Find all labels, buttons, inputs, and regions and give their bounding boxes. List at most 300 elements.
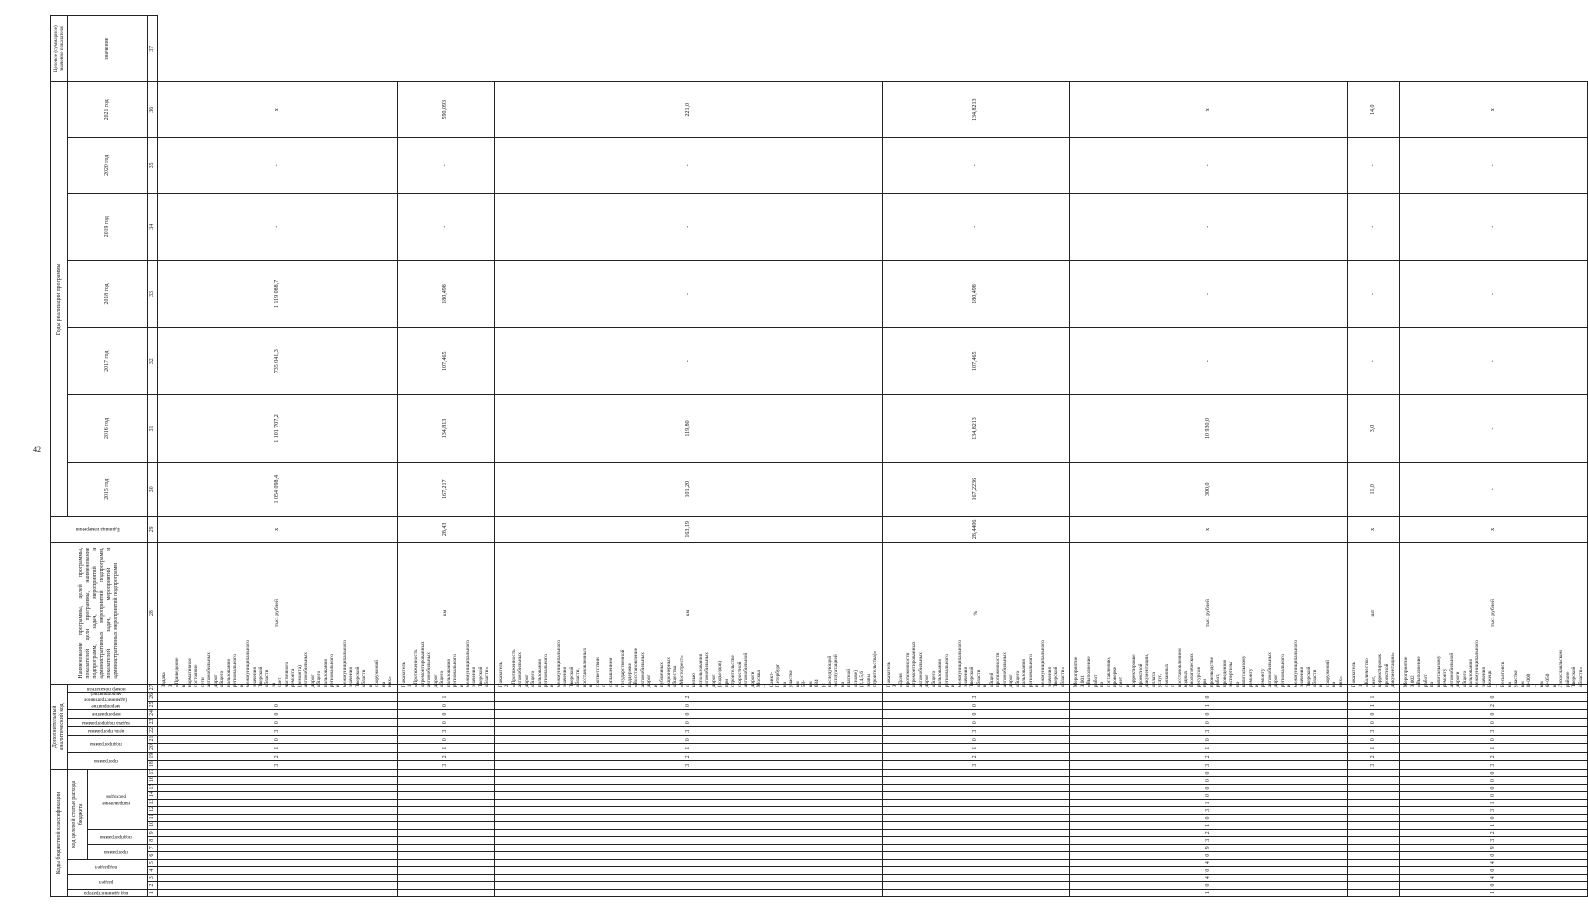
unit-cell: км — [397, 542, 494, 684]
code-cell — [397, 867, 494, 874]
year-2015-value: 163,19 — [494, 517, 882, 543]
code-cell — [882, 799, 1070, 806]
rotated-table-sheet — [50, 15, 1584, 897]
code-cell: 0 — [494, 701, 882, 710]
code-cell: 4 — [1400, 874, 1588, 881]
year-2015-value: х — [1070, 517, 1348, 543]
code-cell — [158, 852, 397, 859]
unit-cell: тыс. рублей — [1400, 542, 1588, 684]
code-cell: 3 — [1400, 727, 1588, 736]
year-2020-header: 2020 год — [68, 138, 148, 194]
code-cell — [494, 792, 882, 799]
code-cell — [158, 807, 397, 814]
code-cell — [158, 777, 397, 784]
name-cell: Показатель 1 «Количество смет, корректировок проектной документации» — [1348, 684, 1400, 693]
table-row — [1070, 16, 1348, 897]
column-number-cell: 8 — [148, 837, 158, 844]
code-cell — [1348, 889, 1400, 896]
code-cell — [1348, 874, 1400, 881]
code-cell: 1 — [158, 744, 397, 753]
code-cell — [158, 693, 397, 702]
code-cell: 0 — [158, 710, 397, 719]
code-cell: 3 — [1070, 807, 1348, 814]
column-number-cell: 15 — [148, 784, 158, 791]
year-2018-value: 735 041,3 — [158, 328, 397, 395]
year-2018-value: 107,465 — [397, 328, 494, 395]
code-cell: 3 — [397, 727, 494, 736]
column-number-cell: 22 — [148, 727, 158, 736]
code-cell: 0 — [1400, 882, 1588, 889]
code-cell: 0 — [1348, 735, 1400, 744]
code-cell: 0 — [1070, 814, 1348, 821]
code-cell — [158, 882, 397, 889]
column-number-cell: 31 — [148, 395, 158, 462]
code-cell — [397, 814, 494, 821]
code-cell — [882, 829, 1070, 836]
column-number-cell: 35 — [148, 138, 158, 194]
code-cell: 0 — [1400, 814, 1588, 821]
year-2017-header: 2017 год — [68, 328, 148, 395]
programma-header: программа — [88, 844, 148, 859]
year-2021-value: - — [1348, 138, 1400, 194]
code-cell: 0 — [1400, 852, 1588, 859]
code-cell: 2 — [494, 752, 882, 761]
code-cell — [882, 882, 1070, 889]
year-2016-header: 2016 год — [68, 395, 148, 462]
page-number: 42 — [33, 445, 41, 454]
code-cell: 0 — [1070, 784, 1348, 791]
code-cell — [494, 852, 882, 859]
code-cell — [1348, 792, 1400, 799]
year-2021-value: - — [494, 138, 882, 194]
year-2017-value: 1 101 707,2 — [158, 395, 397, 462]
code-cell: 0 — [1348, 718, 1400, 727]
year-2020-value: - — [882, 193, 1070, 260]
column-number-cell: 13 — [148, 799, 158, 806]
final-value: х — [1070, 82, 1348, 138]
code-cell — [397, 770, 494, 777]
code-cell — [397, 844, 494, 851]
code-cell: 3 — [1400, 761, 1588, 770]
code-cell — [158, 874, 397, 881]
code-cell: 0 — [1400, 784, 1588, 791]
year-2019-value: - — [494, 260, 882, 327]
code-cell: 0 — [1070, 770, 1348, 777]
code-cell — [882, 874, 1070, 881]
year-2019-value: - — [1070, 260, 1348, 327]
code-cell: 3 — [1400, 837, 1588, 844]
column-number-cell: 33 — [148, 260, 158, 327]
code-cell — [494, 807, 882, 814]
code-cell — [158, 837, 397, 844]
code-cell: 0 — [1400, 777, 1588, 784]
column-number-cell: 2 — [148, 882, 158, 889]
year-2016-value: 167,2236 — [882, 462, 1070, 516]
year-2019-value: - — [1400, 260, 1588, 327]
year-2021-value: - — [1070, 138, 1348, 194]
year-2020-value: - — [1348, 193, 1400, 260]
column-number-cell: 19 — [148, 752, 158, 761]
column-number-cell: 11 — [148, 814, 158, 821]
code-cell: 0 — [1400, 710, 1588, 719]
code-cell: 0 — [397, 735, 494, 744]
table-row — [882, 16, 1070, 897]
code-cell — [1348, 822, 1400, 829]
table-body — [51, 16, 1588, 897]
code-cell — [397, 829, 494, 836]
code-cell — [494, 859, 882, 866]
year-2021-value: - — [397, 138, 494, 194]
year-2020-value: - — [1070, 193, 1348, 260]
znachenie-header: значение — [68, 16, 148, 82]
code-cell: 1 — [1400, 822, 1588, 829]
year-2021-value: - — [158, 138, 397, 194]
year-2020-value: - — [397, 193, 494, 260]
code-admin-header: код администратора — [68, 889, 148, 896]
unit-cell: тыс. рублей — [158, 542, 397, 684]
column-number-cell: 10 — [148, 822, 158, 829]
an-programma-header: программа — [68, 752, 148, 769]
unit-cell: шт — [1348, 542, 1400, 684]
code-cell — [494, 799, 882, 806]
code-cell: 0 — [1070, 777, 1348, 784]
year-2019-header: 2019 год — [68, 193, 148, 260]
code-cell: 1 — [1400, 889, 1588, 896]
final-value: х — [1400, 82, 1588, 138]
code-cell: 3 — [1070, 837, 1348, 844]
column-number-cell: 27 — [148, 684, 158, 693]
year-2018-value: - — [1348, 328, 1400, 395]
column-number-cell: 28 — [148, 542, 158, 684]
code-cell — [882, 792, 1070, 799]
year-2021-value: - — [1400, 138, 1588, 194]
year-2021-value: - — [882, 138, 1070, 194]
code-cell: 9 — [1400, 844, 1588, 851]
column-number-cell: 1 — [148, 889, 158, 896]
code-cell: 0 — [494, 710, 882, 719]
code-cell — [1348, 814, 1400, 821]
code-cell: 0 — [1400, 867, 1588, 874]
column-number-cell: 24 — [148, 710, 158, 719]
code-cell: 1 — [494, 744, 882, 753]
year-2015-value: х — [1400, 517, 1588, 543]
code-cell — [1348, 807, 1400, 814]
code-cell: 2 — [158, 752, 397, 761]
final-value: х — [158, 82, 397, 138]
podrazdel-header: подраздел — [68, 859, 148, 874]
code-cell: 1 — [1070, 889, 1348, 896]
code-cell: 0 — [397, 710, 494, 719]
code-cell — [1348, 837, 1400, 844]
year-2017-value: 3,0 — [1348, 395, 1400, 462]
column-number-cell: 16 — [148, 777, 158, 784]
code-cell — [397, 882, 494, 889]
code-cell — [1348, 829, 1400, 836]
code-cell: 3 — [882, 761, 1070, 770]
code-cell: 2 — [1348, 752, 1400, 761]
code-cell — [494, 889, 882, 896]
code-cell: 0 — [1070, 792, 1348, 799]
code-cell — [158, 770, 397, 777]
code-cell — [158, 792, 397, 799]
code-cell: 2 — [1400, 701, 1588, 710]
program-table — [50, 15, 1588, 897]
code-cell — [1348, 852, 1400, 859]
code-cell — [158, 844, 397, 851]
code-cell — [882, 837, 1070, 844]
code-cell — [1348, 859, 1400, 866]
an-podprogramma-header: подпрограмма — [68, 735, 148, 752]
nomer-pokazatelya-header: номер показателя — [68, 684, 148, 693]
column-number-cell: 5 — [148, 859, 158, 866]
code-cell — [158, 784, 397, 791]
name-cell: Мероприятие 3.001 «Выполнение работ по составлению, проверке смет и корректировке проектной документации, оплата услуг, связанных с восстановлением водных биологических ресурсов при производстве работ, проведению экспертизы по капитальному ремонту и ремонту автомобильных дорог регионального и межмуниципального значения Тверской области и сооружений на них» — [1070, 684, 1348, 693]
column-number-cell: 18 — [148, 761, 158, 770]
code-cell: 0 — [1070, 693, 1348, 702]
code-cell — [494, 829, 882, 836]
code-cell: 1 — [1400, 744, 1588, 753]
code-cell: 0 — [882, 710, 1070, 719]
column-number-cell: 29 — [148, 517, 158, 543]
year-2015-value: 28,4406 — [882, 517, 1070, 543]
code-cell — [1348, 777, 1400, 784]
name-cell: Показатель 2 «Протяженность автомобильных дорог общего пользования регионального и межмуниципального значения Тверской области, восстановленных в соответствии с соглашением о государственной поддержке «Восстановление автомобильных дорог и публичных акционерных общества «Мостотрест» с целью использования автомобильных дорог (подъездов) при строительстве скоростной автомобильной дороги Москва – Санкт-Петербург на участке км 58-км 684 (с последующей эксплуатацией на платной основе) (2,4,5,6 этапы строительства)» — [494, 684, 882, 693]
code-cell: 0 — [1070, 852, 1348, 859]
unit-cell: км — [494, 542, 882, 684]
year-2020-value: - — [1400, 193, 1588, 260]
code-cell: 3 — [882, 693, 1070, 702]
code-cell: 3 — [494, 727, 882, 736]
code-cell — [882, 844, 1070, 851]
column-number-cell: 26 — [148, 693, 158, 702]
code-cell: 0 — [1400, 770, 1588, 777]
column-number-cell: 25 — [148, 701, 158, 710]
code-cell — [882, 777, 1070, 784]
code-cell: 3 — [882, 727, 1070, 736]
code-cell: 3 — [158, 727, 397, 736]
code-cell — [397, 799, 494, 806]
year-2019-value: - — [1348, 260, 1400, 327]
year-2016-value: 101,20 — [494, 462, 882, 516]
code-cell — [494, 814, 882, 821]
code-cell: 2 — [1070, 752, 1348, 761]
year-2018-value: - — [494, 328, 882, 395]
code-cell — [397, 807, 494, 814]
code-cell: 0 — [882, 701, 1070, 710]
code-cell: 1 — [882, 744, 1070, 753]
code-cell — [397, 837, 494, 844]
year-2017-value: 134,813 — [397, 395, 494, 462]
name-cell: Показатель 3 «Доля протяженности отремонтированных автомобильных дорог общего пользования регионального и межмуниципального значения Тверской области в общей протяженности автомобильных дорог общего пользования регионального и межмуниципального значения Тверской области» — [882, 684, 1070, 693]
column-number-cell: 17 — [148, 770, 158, 777]
year-2015-value: х — [158, 517, 397, 543]
code-cell: 2 — [1400, 829, 1588, 836]
code-cell: 1 — [1400, 799, 1588, 806]
year-2019-value: 180,498 — [397, 260, 494, 327]
code-cell: 9 — [1070, 844, 1348, 851]
year-2018-header: 2018 год — [68, 260, 148, 327]
year-2016-value: 11,0 — [1348, 462, 1400, 516]
final-value: 14,0 — [1348, 82, 1400, 138]
code-cell: 0 — [397, 701, 494, 710]
year-2016-value: 300,0 — [1070, 462, 1348, 516]
code-cell — [494, 777, 882, 784]
code-cell: 2 — [1070, 829, 1348, 836]
code-cell: 3 — [1070, 727, 1348, 736]
code-cell: 0 — [494, 718, 882, 727]
column-number-cell: 6 — [148, 852, 158, 859]
code-cell: 4 — [1400, 859, 1588, 866]
code-cell: 0 — [1400, 792, 1588, 799]
column-number-cell: 9 — [148, 829, 158, 836]
year-2018-value: - — [1070, 328, 1348, 395]
table-row — [1400, 16, 1588, 897]
year-2017-value: 119,80 — [494, 395, 882, 462]
unit-cell: тыс. рублей — [1070, 542, 1348, 684]
razdel-header: раздел — [68, 874, 148, 889]
code-cell: 0 — [158, 735, 397, 744]
column-number-cell: 12 — [148, 807, 158, 814]
code-cell — [882, 814, 1070, 821]
code-cell: 0 — [1070, 867, 1348, 874]
year-2020-value: - — [494, 193, 882, 260]
code-cell: 0 — [1070, 882, 1348, 889]
column-number-cell: 23 — [148, 718, 158, 727]
code-cell — [882, 807, 1070, 814]
code-cell — [158, 859, 397, 866]
code-cell: 4 — [1070, 874, 1348, 881]
code-cell — [882, 859, 1070, 866]
code-cell — [397, 777, 494, 784]
table-row — [1348, 16, 1400, 897]
code-cell: 1 — [1070, 744, 1348, 753]
code-cell — [882, 770, 1070, 777]
code-cell — [494, 867, 882, 874]
code-cell — [1348, 844, 1400, 851]
code-cell: 3 — [1348, 761, 1400, 770]
code-cell — [494, 822, 882, 829]
column-number-cell: 34 — [148, 193, 158, 260]
column-number-cell: 3 — [148, 874, 158, 881]
code-cell — [397, 859, 494, 866]
code-cell — [882, 852, 1070, 859]
year-2017-value: 10 930,0 — [1070, 395, 1348, 462]
meropriyatie-admin-header: мероприятие (административное мероприятие) — [68, 693, 148, 710]
code-cell: 0 — [1400, 718, 1588, 727]
code-cell: 0 — [1070, 735, 1348, 744]
code-cell — [158, 822, 397, 829]
code-cell — [397, 792, 494, 799]
code-cell — [158, 889, 397, 896]
code-cell: 1 — [1348, 744, 1400, 753]
code-cell — [882, 784, 1070, 791]
code-cell: 1 — [397, 744, 494, 753]
column-number-cell: 32 — [148, 328, 158, 395]
year-2020-value: - — [158, 193, 397, 260]
year-2019-value: 180,498 — [882, 260, 1070, 327]
code-cell: 1 — [1348, 693, 1400, 702]
code-cell: 3 — [1070, 761, 1348, 770]
code-cell: 4 — [1070, 859, 1348, 866]
code-cell — [1348, 799, 1400, 806]
column-number-row — [148, 16, 158, 897]
column-number-cell: 37 — [148, 16, 158, 82]
code-cell: 0 — [158, 701, 397, 710]
year-2017-value: 134,8213 — [882, 395, 1070, 462]
code-cell — [158, 814, 397, 821]
year-2015-value: 28,43 — [397, 517, 494, 543]
final-value: 134,8213 — [882, 82, 1070, 138]
cel-programmy-header: цель программы — [68, 727, 148, 736]
year-2018-value: - — [1400, 328, 1588, 395]
code-cell — [882, 867, 1070, 874]
year-2015-value: х — [1348, 517, 1400, 543]
code-cell — [397, 852, 494, 859]
name-column-header: Наименование программы, целей программы, показателей цели программы, наименование подпрограмм, задач, мероприятий и административных мероприятий подпрограмм, показателей задач, мероприятий и административных мероприятий подпрограмм — [51, 542, 148, 684]
code-cell: 1 — [1070, 822, 1348, 829]
code-cell — [494, 784, 882, 791]
year-2016-value: 1 054 098,4 — [158, 462, 397, 516]
code-cell — [1348, 867, 1400, 874]
podprogramma-header: подпрограмма — [88, 829, 148, 844]
code-cell: 0 — [1348, 710, 1400, 719]
code-cell: 0 — [158, 718, 397, 727]
name-cell: Показатель 1 «Протяженность отремонтированных автомобильных дорог общего пользования регионального и межмуниципального значения Тверской области» — [397, 684, 494, 693]
code-cell — [397, 874, 494, 881]
column-number-cell: 20 — [148, 744, 158, 753]
code-cell: 0 — [1400, 735, 1588, 744]
code-cell: 3 — [494, 761, 882, 770]
code-cell — [494, 882, 882, 889]
meropriyatie-header: мероприятие — [68, 710, 148, 719]
kbk-group-header: Коды бюджетной классификации — [51, 770, 68, 897]
year-2016-value: - — [1400, 462, 1588, 516]
code-cell: 0 — [494, 735, 882, 744]
code-cell: 0 — [882, 718, 1070, 727]
code-cell: 1 — [1070, 799, 1348, 806]
napravlenie-rashodov-header: направление расходов — [88, 770, 148, 830]
code-cell: 3 — [158, 761, 397, 770]
code-cell — [397, 889, 494, 896]
code-cell — [158, 799, 397, 806]
code-cell — [494, 837, 882, 844]
code-cell — [158, 867, 397, 874]
code-cell: 2 — [397, 752, 494, 761]
final-value-group-header: Целевое (суммарное) значение показателя — [51, 16, 68, 82]
code-cell: 1 — [397, 693, 494, 702]
code-cell: 0 — [1400, 693, 1588, 702]
unit-column-header: Единица измерения — [51, 517, 148, 543]
code-cell: 1 — [1070, 701, 1348, 710]
code-cell — [494, 770, 882, 777]
name-cell: Мероприятие 3.002 «Выполнение работ по капитальному ремонту автомобильной дороги общего пользования межмуниципального значения Бежецк – Весьегонск на участке км 0+000 – км 6+050 в Лихославльском районе Тверской области» — [1400, 684, 1588, 693]
years-group-header: Годы реализации программы — [51, 82, 68, 517]
year-2015-header: 2015 год — [68, 462, 148, 516]
code-cell — [882, 822, 1070, 829]
code-cell — [1348, 770, 1400, 777]
unit-cell: % — [882, 542, 1070, 684]
code-cell — [158, 829, 397, 836]
year-2021-header: 2021 год — [68, 82, 148, 138]
code-cell: 0 — [1070, 710, 1348, 719]
year-2016-value: 167,217 — [397, 462, 494, 516]
code-cell — [494, 874, 882, 881]
zadacha-podprogrammy-header: задача подпрограммы — [68, 718, 148, 727]
code-cell — [397, 822, 494, 829]
year-2019-value: 1 119 088,7 — [158, 260, 397, 327]
column-number-cell: 14 — [148, 792, 158, 799]
column-number-cell: 7 — [148, 844, 158, 851]
